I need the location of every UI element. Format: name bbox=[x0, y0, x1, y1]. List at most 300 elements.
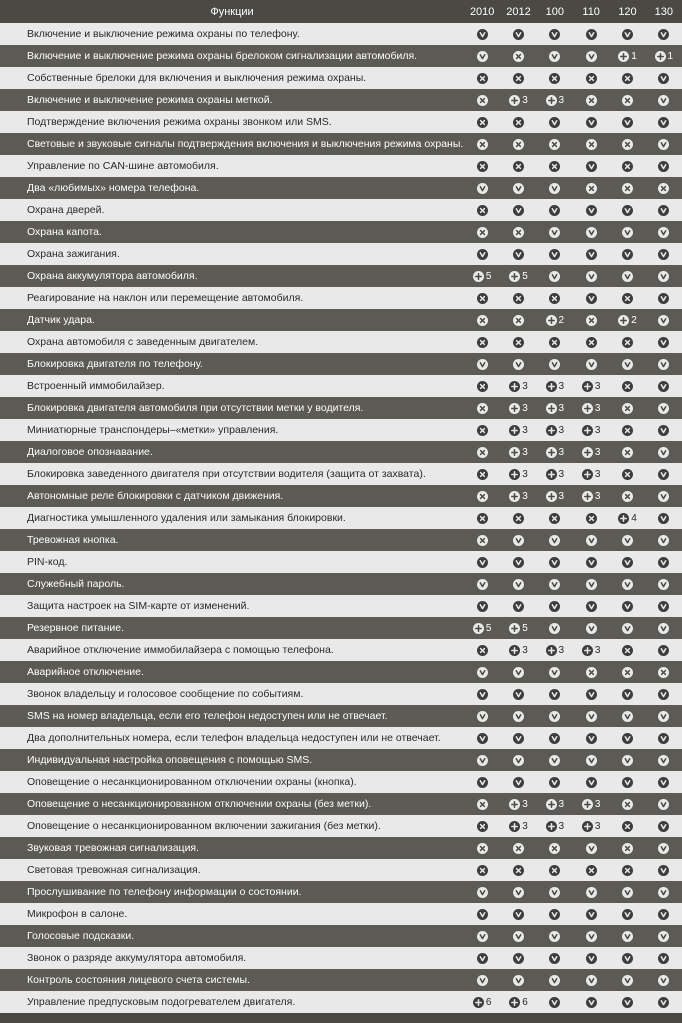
support-cell bbox=[646, 595, 682, 617]
check-icon bbox=[549, 359, 560, 370]
support-cell bbox=[537, 287, 573, 309]
model-header-100: 100 bbox=[545, 5, 565, 18]
cross-icon bbox=[477, 381, 488, 392]
cross-icon bbox=[477, 227, 488, 238]
support-cell bbox=[464, 705, 500, 727]
check-icon bbox=[622, 359, 633, 370]
table-row bbox=[0, 529, 682, 551]
check-icon bbox=[586, 777, 597, 788]
support-cell bbox=[537, 353, 573, 375]
footnote-number: 3 bbox=[558, 424, 565, 436]
support-cell bbox=[573, 199, 609, 221]
table-row bbox=[0, 837, 682, 859]
check-icon bbox=[586, 227, 597, 238]
support-cell bbox=[646, 265, 682, 287]
support-cell bbox=[609, 265, 645, 287]
support-cell bbox=[500, 507, 536, 529]
cross-icon bbox=[513, 161, 524, 172]
check-icon bbox=[549, 623, 560, 634]
check-icon bbox=[513, 183, 524, 194]
support-cell bbox=[537, 815, 573, 837]
cross-icon bbox=[586, 513, 597, 524]
check-icon bbox=[622, 535, 633, 546]
table-row bbox=[0, 23, 682, 45]
table-row bbox=[0, 45, 682, 67]
support-cell bbox=[573, 507, 609, 529]
support-cell bbox=[464, 221, 500, 243]
support-cell bbox=[609, 287, 645, 309]
table-row bbox=[0, 375, 682, 397]
support-cell bbox=[537, 793, 573, 815]
check-icon bbox=[513, 777, 524, 788]
check-icon bbox=[586, 557, 597, 568]
support-cell bbox=[500, 617, 536, 639]
support-cell bbox=[646, 683, 682, 705]
table-row bbox=[0, 617, 682, 639]
support-cell bbox=[537, 177, 573, 199]
model-header-120: 120 bbox=[618, 5, 637, 18]
cross-icon bbox=[622, 161, 633, 172]
cross-icon bbox=[477, 513, 488, 524]
check-icon bbox=[513, 909, 524, 920]
check-icon bbox=[549, 733, 560, 744]
footnote-number: 3 bbox=[558, 798, 565, 810]
support-cell bbox=[537, 111, 573, 133]
support-cell bbox=[464, 419, 500, 441]
check-icon bbox=[586, 623, 597, 634]
plus-icon bbox=[618, 315, 629, 326]
support-cell bbox=[609, 375, 645, 397]
feature-label: Оповещение о несанкционированном отключении охраны (без метки). bbox=[27, 798, 372, 810]
support-cell bbox=[609, 221, 645, 243]
check-icon bbox=[658, 337, 669, 348]
support-cell bbox=[573, 287, 609, 309]
cross-icon bbox=[586, 667, 597, 678]
support-cell bbox=[464, 353, 500, 375]
footnote-number: 3 bbox=[594, 820, 601, 832]
support-cell bbox=[573, 727, 609, 749]
support-cell bbox=[646, 573, 682, 595]
check-icon bbox=[658, 271, 669, 282]
support-cell bbox=[646, 529, 682, 551]
check-icon bbox=[586, 161, 597, 172]
feature-label: Аварийное отключение иммобилайзера с помощью телефона. bbox=[27, 644, 334, 656]
support-cell bbox=[609, 529, 645, 551]
support-cell bbox=[464, 45, 500, 67]
table-row bbox=[0, 749, 682, 771]
support-cell bbox=[646, 881, 682, 903]
support-cell bbox=[464, 23, 500, 45]
support-cell bbox=[537, 507, 573, 529]
support-cell bbox=[500, 67, 536, 89]
cross-icon bbox=[477, 161, 488, 172]
table-row bbox=[0, 661, 682, 683]
check-icon bbox=[513, 755, 524, 766]
cross-icon bbox=[477, 535, 488, 546]
plus-icon bbox=[509, 799, 520, 810]
cross-icon bbox=[477, 843, 488, 854]
support-cell bbox=[609, 617, 645, 639]
cross-icon bbox=[477, 337, 488, 348]
support-cell bbox=[500, 969, 536, 991]
support-cell bbox=[609, 397, 645, 419]
support-cell bbox=[500, 397, 536, 419]
support-cell bbox=[609, 573, 645, 595]
footnote-number: 3 bbox=[522, 402, 528, 414]
check-icon bbox=[549, 667, 560, 678]
support-cell bbox=[537, 837, 573, 859]
check-icon bbox=[658, 315, 669, 326]
cross-icon bbox=[513, 513, 524, 524]
cross-icon bbox=[477, 821, 488, 832]
cross-icon bbox=[549, 513, 560, 524]
support-cell bbox=[500, 925, 536, 947]
support-cell bbox=[500, 705, 536, 727]
feature-label: Встроенный иммобилайзер. bbox=[27, 380, 165, 392]
cross-icon bbox=[658, 183, 669, 194]
feature-label: Звонок о разряде аккумулятора автомобиля. bbox=[27, 952, 247, 964]
table-row bbox=[0, 969, 682, 991]
support-cell bbox=[537, 925, 573, 947]
support-cell bbox=[464, 595, 500, 617]
table-row bbox=[0, 419, 682, 441]
support-cell bbox=[464, 991, 500, 1013]
feature-label: Блокировка заведенного двигателя при отсутствии водителя (защита от захвата). bbox=[27, 468, 426, 480]
table-row bbox=[0, 991, 682, 1013]
table-row bbox=[0, 243, 682, 265]
table-row bbox=[0, 551, 682, 573]
plus-icon bbox=[546, 447, 557, 458]
check-icon bbox=[622, 909, 633, 920]
support-cell bbox=[646, 617, 682, 639]
support-cell bbox=[464, 199, 500, 221]
support-cell bbox=[537, 441, 573, 463]
cross-icon bbox=[549, 843, 560, 854]
support-cell bbox=[609, 507, 645, 529]
table-row bbox=[0, 287, 682, 309]
cross-icon bbox=[622, 469, 633, 480]
support-cell bbox=[573, 573, 609, 595]
check-icon bbox=[622, 249, 633, 260]
cross-icon bbox=[549, 865, 560, 876]
check-icon bbox=[622, 601, 633, 612]
check-icon bbox=[658, 139, 669, 150]
check-icon bbox=[658, 249, 669, 260]
support-cell bbox=[646, 67, 682, 89]
cross-icon bbox=[513, 865, 524, 876]
support-cell bbox=[464, 111, 500, 133]
support-cell bbox=[646, 925, 682, 947]
check-icon bbox=[477, 755, 488, 766]
footnote-number: 3 bbox=[522, 798, 528, 810]
footnote-number: 1 bbox=[631, 50, 637, 62]
plus-icon bbox=[582, 403, 593, 414]
support-cell bbox=[537, 375, 573, 397]
support-cell bbox=[537, 661, 573, 683]
plus-icon bbox=[473, 271, 484, 282]
support-cell bbox=[609, 903, 645, 925]
plus-icon bbox=[509, 469, 520, 480]
check-icon bbox=[513, 667, 524, 678]
support-cell bbox=[646, 287, 682, 309]
cross-icon bbox=[477, 447, 488, 458]
support-cell bbox=[537, 705, 573, 727]
feature-label: Световая тревожная сигнализация. bbox=[27, 864, 201, 876]
check-icon bbox=[658, 997, 669, 1008]
feature-label: Голосовые подсказки. bbox=[27, 930, 135, 942]
plus-icon bbox=[582, 425, 593, 436]
model-header-2010: 2010 bbox=[469, 5, 495, 18]
check-icon bbox=[549, 271, 560, 282]
plus-icon bbox=[473, 997, 484, 1008]
check-icon bbox=[622, 931, 633, 942]
support-cell bbox=[609, 331, 645, 353]
footnote-number: 6 bbox=[522, 996, 528, 1008]
support-cell bbox=[573, 903, 609, 925]
support-cell bbox=[573, 23, 609, 45]
check-icon bbox=[622, 205, 633, 216]
check-icon bbox=[549, 909, 560, 920]
cross-icon bbox=[513, 73, 524, 84]
support-cell bbox=[464, 815, 500, 837]
support-cell bbox=[609, 837, 645, 859]
feature-label: Включение и выключение режима охраны брелоком сигнализации автомобиля. bbox=[27, 50, 418, 62]
cross-icon bbox=[622, 403, 633, 414]
check-icon bbox=[477, 777, 488, 788]
support-cell bbox=[537, 243, 573, 265]
support-cell bbox=[500, 221, 536, 243]
support-cell bbox=[609, 815, 645, 837]
table-row bbox=[0, 727, 682, 749]
cross-icon bbox=[549, 161, 560, 172]
check-icon bbox=[549, 689, 560, 700]
footnote-number: 2 bbox=[631, 314, 637, 326]
feature-label: Звонок владельцу и голосовое сообщение по событиям. bbox=[27, 688, 304, 700]
check-icon bbox=[658, 711, 669, 722]
check-icon bbox=[586, 997, 597, 1008]
support-cell bbox=[609, 89, 645, 111]
check-icon bbox=[658, 535, 669, 546]
check-icon bbox=[477, 909, 488, 920]
support-cell bbox=[464, 243, 500, 265]
support-cell bbox=[500, 859, 536, 881]
table-row bbox=[0, 595, 682, 617]
table-row bbox=[0, 485, 682, 507]
check-icon bbox=[586, 117, 597, 128]
footnote-number: 3 bbox=[594, 380, 601, 392]
cross-icon bbox=[513, 117, 524, 128]
check-icon bbox=[549, 227, 560, 238]
check-icon bbox=[658, 931, 669, 942]
footnote-number: 5 bbox=[522, 622, 528, 634]
support-cell bbox=[646, 705, 682, 727]
plus-icon bbox=[582, 821, 593, 832]
support-cell bbox=[573, 133, 609, 155]
feature-label: Включение и выключение режима охраны меткой. bbox=[27, 94, 273, 106]
support-cell bbox=[609, 199, 645, 221]
footnote-number: 3 bbox=[558, 94, 565, 106]
cross-icon bbox=[477, 491, 488, 502]
check-icon bbox=[549, 953, 560, 964]
check-icon bbox=[658, 689, 669, 700]
feature-label: Служебный пароль. bbox=[27, 578, 125, 590]
support-cell bbox=[573, 617, 609, 639]
feature-label: Оповещение о несанкционированном включении зажигания (без метки). bbox=[27, 820, 381, 832]
model-header-130: 130 bbox=[654, 5, 673, 18]
support-cell bbox=[500, 177, 536, 199]
footnote-number: 3 bbox=[594, 644, 601, 656]
footnote-number: 3 bbox=[558, 468, 565, 480]
plus-icon bbox=[546, 645, 557, 656]
support-cell bbox=[573, 67, 609, 89]
plus-icon bbox=[509, 95, 520, 106]
footnote-number: 3 bbox=[558, 644, 565, 656]
support-cell bbox=[500, 771, 536, 793]
check-icon bbox=[549, 711, 560, 722]
check-icon bbox=[513, 29, 524, 40]
check-icon bbox=[658, 975, 669, 986]
feature-label: Реагирование на наклон или перемещение автомобиля. bbox=[27, 292, 304, 304]
check-icon bbox=[549, 755, 560, 766]
feature-label: Контроль состояния лицевого счета системы. bbox=[27, 974, 250, 986]
plus-icon bbox=[546, 469, 557, 480]
support-cell bbox=[537, 265, 573, 287]
support-cell bbox=[464, 881, 500, 903]
plus-icon bbox=[582, 447, 593, 458]
feature-label: Датчик удара. bbox=[27, 314, 95, 326]
check-icon bbox=[658, 425, 669, 436]
plus-icon bbox=[509, 403, 520, 414]
check-icon bbox=[622, 711, 633, 722]
support-cell bbox=[573, 815, 609, 837]
cross-icon bbox=[477, 73, 488, 84]
check-icon bbox=[586, 909, 597, 920]
table-row bbox=[0, 573, 682, 595]
support-cell bbox=[500, 155, 536, 177]
check-icon bbox=[477, 975, 488, 986]
support-cell bbox=[573, 331, 609, 353]
table-row bbox=[0, 793, 682, 815]
support-cell bbox=[537, 595, 573, 617]
support-cell bbox=[500, 287, 536, 309]
table-row bbox=[0, 67, 682, 89]
support-cell bbox=[537, 749, 573, 771]
check-icon bbox=[477, 953, 488, 964]
table-row bbox=[0, 331, 682, 353]
plus-icon bbox=[546, 95, 557, 106]
feature-label: Защита настроек на SIM-карте от изменений. bbox=[27, 600, 250, 612]
support-cell bbox=[464, 551, 500, 573]
support-cell bbox=[537, 309, 573, 331]
check-icon bbox=[658, 117, 669, 128]
support-cell bbox=[537, 551, 573, 573]
plus-icon bbox=[509, 447, 520, 458]
check-icon bbox=[658, 865, 669, 876]
support-cell bbox=[500, 309, 536, 331]
check-icon bbox=[658, 227, 669, 238]
cross-icon bbox=[586, 183, 597, 194]
footnote-number: 3 bbox=[522, 424, 528, 436]
support-cell bbox=[500, 947, 536, 969]
cross-icon bbox=[477, 403, 488, 414]
cross-icon bbox=[549, 293, 560, 304]
support-cell bbox=[500, 903, 536, 925]
check-icon bbox=[477, 29, 488, 40]
plus-icon bbox=[509, 645, 520, 656]
functions-column-header: Функции bbox=[210, 5, 254, 18]
feature-label: Охрана аккумулятора автомобиля. bbox=[27, 270, 198, 282]
support-cell bbox=[646, 441, 682, 463]
footnote-number: 4 bbox=[631, 512, 637, 524]
check-icon bbox=[586, 931, 597, 942]
cross-icon bbox=[622, 293, 633, 304]
check-icon bbox=[658, 403, 669, 414]
support-cell bbox=[646, 397, 682, 419]
check-icon bbox=[513, 733, 524, 744]
table-row bbox=[0, 265, 682, 287]
support-cell bbox=[537, 485, 573, 507]
support-cell bbox=[464, 463, 500, 485]
check-icon bbox=[658, 887, 669, 898]
cross-icon bbox=[622, 337, 633, 348]
support-cell bbox=[537, 771, 573, 793]
support-cell bbox=[609, 705, 645, 727]
feature-label: Охрана капота. bbox=[27, 226, 102, 238]
check-icon bbox=[477, 931, 488, 942]
feature-label: Прослушивание по телефону информации о состоянии. bbox=[27, 886, 302, 898]
support-cell bbox=[464, 639, 500, 661]
cross-icon bbox=[586, 865, 597, 876]
support-cell bbox=[609, 177, 645, 199]
support-cell bbox=[646, 243, 682, 265]
check-icon bbox=[586, 843, 597, 854]
footnote-number: 6 bbox=[485, 996, 492, 1008]
cross-icon bbox=[622, 381, 633, 392]
feature-label: Подтверждение включения режима охраны звонком или SMS. bbox=[27, 116, 332, 128]
check-icon bbox=[658, 777, 669, 788]
footnote-number: 3 bbox=[594, 468, 601, 480]
cross-icon bbox=[586, 139, 597, 150]
support-cell bbox=[609, 155, 645, 177]
support-cell bbox=[573, 375, 609, 397]
support-cell bbox=[573, 221, 609, 243]
support-cell bbox=[464, 749, 500, 771]
support-cell bbox=[646, 661, 682, 683]
support-cell bbox=[573, 353, 609, 375]
check-icon bbox=[658, 821, 669, 832]
footnote-number: 3 bbox=[522, 490, 528, 502]
check-icon bbox=[622, 733, 633, 744]
cross-icon bbox=[477, 865, 488, 876]
check-icon bbox=[477, 667, 488, 678]
cross-icon bbox=[513, 51, 524, 62]
support-cell bbox=[464, 573, 500, 595]
support-cell bbox=[500, 353, 536, 375]
support-cell bbox=[573, 45, 609, 67]
support-cell bbox=[464, 793, 500, 815]
check-icon bbox=[586, 733, 597, 744]
plus-icon bbox=[618, 513, 629, 524]
support-cell bbox=[609, 991, 645, 1013]
table-row bbox=[0, 353, 682, 375]
support-cell bbox=[609, 947, 645, 969]
support-cell bbox=[573, 859, 609, 881]
check-icon bbox=[477, 601, 488, 612]
footnote-number: 3 bbox=[558, 380, 565, 392]
cross-icon bbox=[658, 667, 669, 678]
plus-icon bbox=[582, 469, 593, 480]
support-cell bbox=[646, 353, 682, 375]
